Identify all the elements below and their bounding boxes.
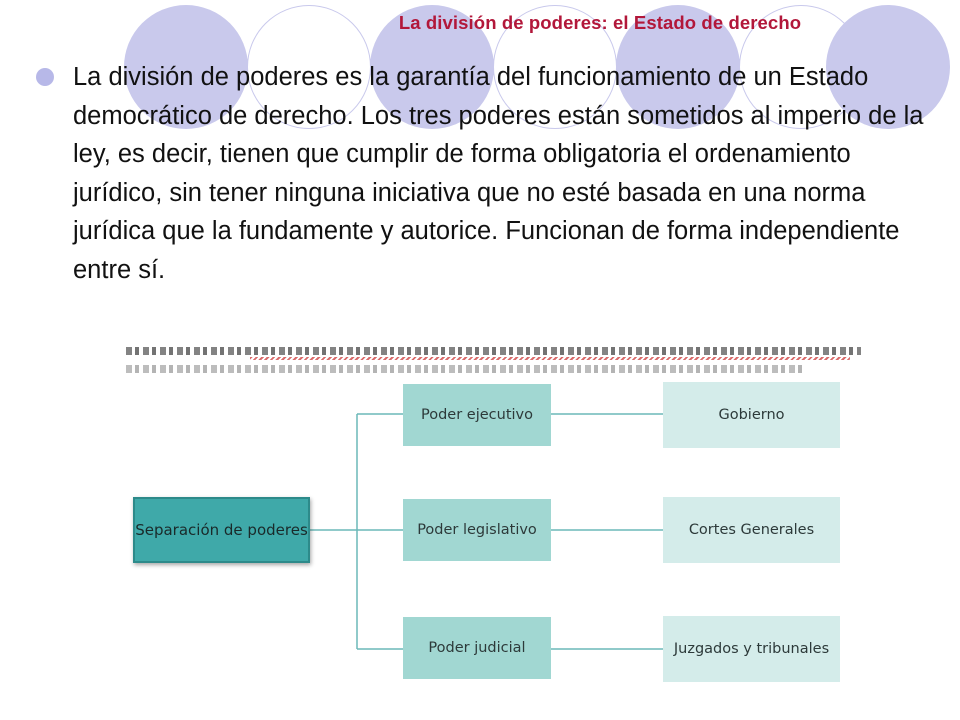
body-box-cortes: Cortes Generales bbox=[663, 497, 840, 563]
body-box-juzgados: Juzgados y tribunales bbox=[663, 616, 840, 682]
bullet-text: La división de poderes es la garantía del funcionamiento de un Estado democrático de derecho. Los tres poderes están sometidos al imperio de la ley, es decir, tienen que cumplir de forma obligatoria el ordenamiento jurídico, sin tener ninguna iniciativa que no esté basada en una norma jurídica que la fundamente y autorice. Funcionan de forma independiente entre sí. bbox=[73, 63, 924, 284]
root-box-separacion: Separación de poderes bbox=[133, 497, 310, 563]
power-box-ejecutivo: Poder ejecutivo bbox=[403, 384, 551, 446]
bullet-icon bbox=[36, 68, 54, 86]
power-box-legislativo: Poder legislativo bbox=[403, 499, 551, 561]
power-box-judicial: Poder judicial bbox=[403, 617, 551, 679]
body-box-gobierno: Gobierno bbox=[663, 382, 840, 448]
slide-title: La división de poderes: el Estado de derecho bbox=[398, 12, 802, 33]
